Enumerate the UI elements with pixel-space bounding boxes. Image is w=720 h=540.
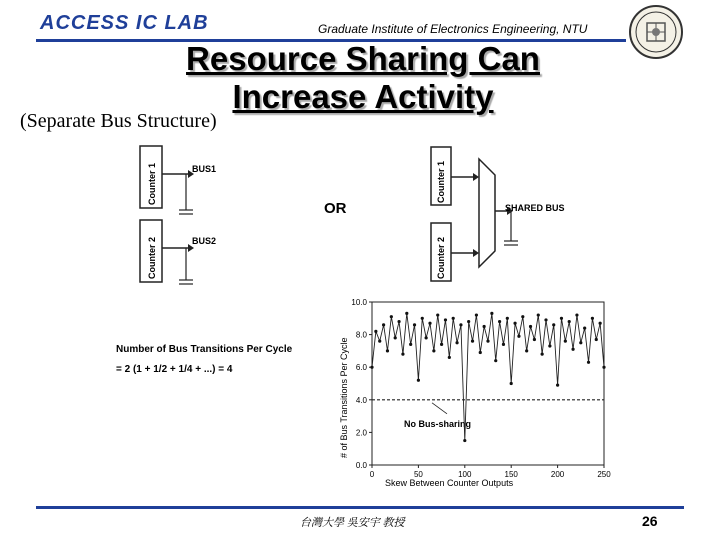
y-tick-label: 4.0 <box>355 395 367 405</box>
formula-line2: = 2 (1 + 1/2 + 1/4 + ...) = 4 <box>116 364 233 375</box>
chart-y-axis-label: # of Bus Transitions Per Cycle <box>339 337 349 458</box>
right-counter2-label: Counter 2 <box>436 236 446 279</box>
data-point <box>548 344 551 347</box>
formula-line1: Number of Bus Transitions Per Cycle <box>116 344 293 355</box>
data-point <box>525 349 528 352</box>
data-point <box>394 336 397 339</box>
reference-line-pointer <box>432 403 447 414</box>
data-point <box>552 323 555 326</box>
slide-title: Resource Sharing Can Increase Activity <box>186 40 540 115</box>
y-tick-label: 0.0 <box>355 461 367 470</box>
data-point <box>521 315 524 318</box>
x-tick-label: 50 <box>413 470 423 479</box>
y-tick-label: 6.0 <box>355 363 367 373</box>
x-tick-label: 250 <box>597 470 611 479</box>
data-point <box>513 322 516 325</box>
page-number: 26 <box>642 513 658 529</box>
data-point <box>533 338 536 341</box>
data-point <box>455 341 458 344</box>
x-tick-label: 200 <box>550 470 565 479</box>
y-tick-label: 10.0 <box>351 298 367 307</box>
or-label: OR <box>324 200 347 217</box>
bus-transitions-formula <box>116 340 292 380</box>
data-point <box>506 317 509 320</box>
y-tick-label: 8.0 <box>355 330 367 340</box>
y-tick-label: 2.0 <box>355 428 367 438</box>
data-point <box>479 351 482 354</box>
data-point <box>544 318 547 321</box>
data-point <box>374 330 377 333</box>
data-point <box>378 340 381 343</box>
footer-authors: 台灣大學 吳安宇 教授 <box>300 517 405 529</box>
data-point <box>475 313 478 316</box>
data-point <box>575 313 578 316</box>
data-point <box>432 349 435 352</box>
bus1-label: BUS1 <box>192 164 217 174</box>
data-point <box>556 384 559 387</box>
data-point <box>471 340 474 343</box>
data-point <box>571 348 574 351</box>
data-point <box>541 353 544 356</box>
data-point <box>498 320 501 323</box>
separate-bus-diagram <box>130 140 230 300</box>
data-point <box>486 340 489 343</box>
data-point <box>405 312 408 315</box>
data-point <box>579 341 582 344</box>
bus-transitions-chart <box>312 290 612 490</box>
data-point <box>529 325 532 328</box>
data-point <box>510 382 513 385</box>
data-point <box>444 318 447 321</box>
data-point <box>467 320 470 323</box>
data-point <box>602 366 605 369</box>
data-point <box>463 439 466 442</box>
chart-x-axis-label: Skew Between Counter Outputs <box>385 478 514 488</box>
data-point <box>421 317 424 320</box>
data-point <box>560 317 563 320</box>
data-point <box>440 343 443 346</box>
left-counter1-label: Counter 1 <box>147 162 157 205</box>
data-point <box>390 315 393 318</box>
x-tick-label: 0 <box>369 470 375 479</box>
institute-name: Graduate Institute of Electronics Engineering, NTU <box>318 22 588 36</box>
data-point <box>452 317 455 320</box>
data-point <box>591 317 594 320</box>
data-point <box>409 343 412 346</box>
data-point <box>502 343 505 346</box>
right-counter1-label: Counter 1 <box>436 160 446 203</box>
reference-line-label: No Bus-sharing <box>404 418 472 429</box>
data-point <box>587 361 590 364</box>
slide-subtitle: (Separate Bus Structure) <box>20 110 217 132</box>
data-point <box>564 340 567 343</box>
data-point <box>428 322 431 325</box>
left-counter2-label: Counter 2 <box>147 236 157 279</box>
data-point <box>483 325 486 328</box>
bus2-label: BUS2 <box>192 236 217 246</box>
data-point <box>595 338 598 341</box>
data-point <box>425 336 428 339</box>
data-point <box>517 335 520 338</box>
data-point <box>568 320 571 323</box>
data-point <box>537 313 540 316</box>
data-point <box>417 379 420 382</box>
data-point <box>382 323 385 326</box>
x-tick-label: 150 <box>504 470 518 479</box>
data-point <box>397 320 400 323</box>
shared-bus-label: SHARED BUS <box>505 203 565 213</box>
data-point <box>401 353 404 356</box>
shared-bus-diagram <box>425 145 595 285</box>
footer-rule <box>36 506 684 509</box>
multiplexer <box>479 159 495 267</box>
data-point <box>494 359 497 362</box>
data-point <box>413 323 416 326</box>
data-point <box>370 366 373 369</box>
data-point <box>583 326 586 329</box>
data-point <box>599 322 602 325</box>
data-point <box>490 312 493 315</box>
x-tick-label: 100 <box>458 470 472 479</box>
data-point <box>459 323 462 326</box>
university-seal-icon <box>628 4 684 60</box>
data-point <box>448 356 451 359</box>
data-point <box>436 313 439 316</box>
data-point <box>386 349 389 352</box>
lab-name: ACCESS IC LAB <box>40 12 209 34</box>
chart-frame <box>372 302 604 465</box>
